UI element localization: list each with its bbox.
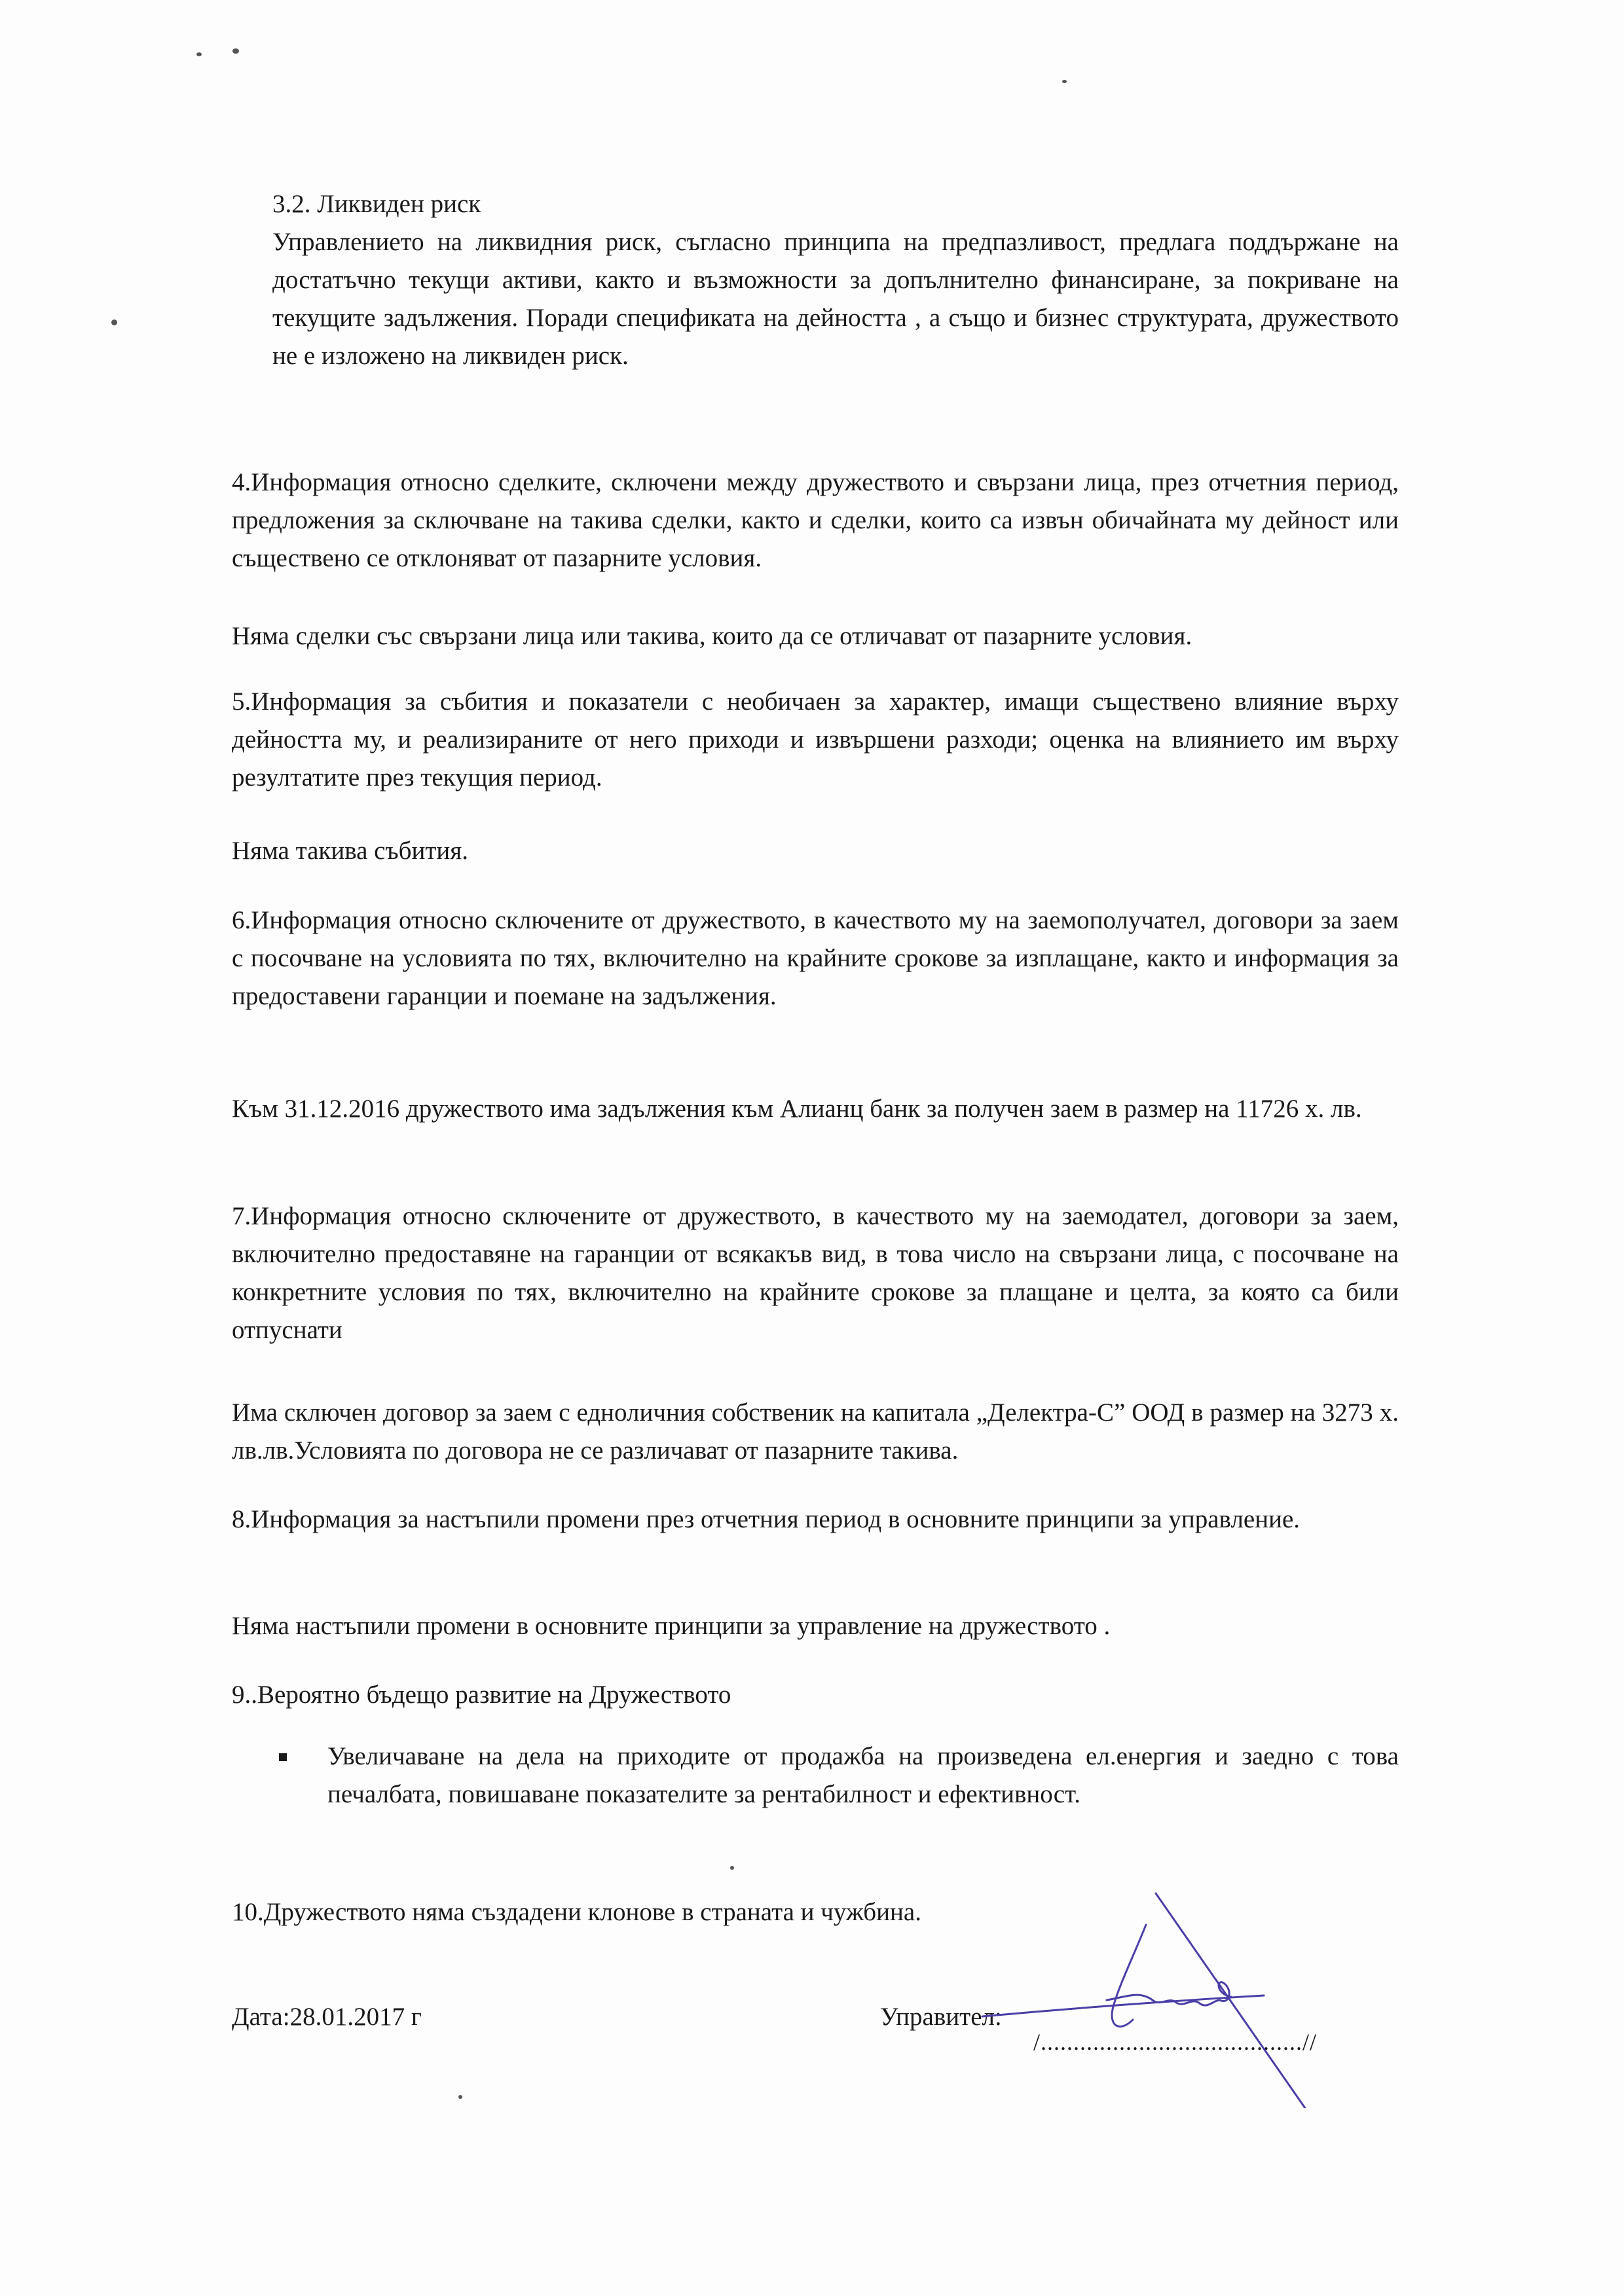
section-3-2-text: Управлението на ликвидния риск, съгласно принципа на предпазливост, предлага поддържане на достатъчно текущи активи, както и възможности за допълнително финансиране, за покриване на текущите задължения. Поради спецификата на дейността , а също и бизнес структурата, дружеството не е изложено на ликвиден риск. xyxy=(272,228,1399,370)
manager-label: Управител: xyxy=(880,2003,1002,2031)
signature-stroke xyxy=(982,1995,1264,2016)
section-5-answer: Няма такива събития. xyxy=(232,837,468,865)
section-8-question: 8.Информация за настъпили промени през отчетния период в основните принципи за управление. xyxy=(232,1505,1301,1533)
section-5-question: 5.Информация за събития и показатели с необичаен за характер, имащи съществено влияние върху дейността му, и реализираните от него приходи и извършени разходи; оценка на влиянието им върху резултатите през текущия период. xyxy=(232,687,1399,792)
section-6-answer: Към 31.12.2016 дружеството има задължения към Алианц банк за получен заем в размер на 11726 х. лв. xyxy=(232,1095,1362,1123)
date-label: Дата:28.01.2017 г xyxy=(232,2003,422,2031)
scan-speck xyxy=(196,52,202,56)
section-7-answer: Има сключен договор за заем с едноличния собственик на капитала „Делектра-С” ООД в размер на 3273 х. лв.лв.Условията по договора не се различават от пазарните такива. xyxy=(232,1398,1399,1465)
signature-stroke xyxy=(1112,1925,1146,2026)
section-10-text: 10.Дружеството няма създадени клонове в страната и чужбина. xyxy=(232,1898,921,1926)
section-9-heading: 9..Вероятно бъдещо развитие на Дружеството xyxy=(232,1681,731,1709)
section-6-question: 6.Информация относно сключените от дружеството, в качеството му на заемополучател, договори за заем с посочване на условията по тях, включително на крайните срокове за изплащане, както и информация за предоставени гаранции и поемане на задължения. xyxy=(232,906,1399,1010)
section-9-bullet xyxy=(272,1738,1399,1813)
section-4-question: 4.Информация относно сделките, сключени между дружеството и свързани лица, през отчетния период, предложения за сключване на такива сделки, както и сделки, които са извън обичайната му дейност или съществено се отклоняват от пазарните условия. xyxy=(232,468,1399,572)
bullet-square-icon xyxy=(279,1753,287,1761)
section-7-question: 7.Информация относно сключените от дружеството, в качеството му на заемодател, договори за заем, включително предоставяне на гаранции от всякакъв вид, в това число на свързани лица, с посочване на конкретните условия по тях, включително на крайните срокове за плащане и целта, за която са били отпуснати xyxy=(232,1202,1399,1344)
section-9-bullet-text: Увеличаване на дела на приходите от продажба на произведена ел.енергия и заедно с това печалбата, повишаване показателите за рентабилност и ефективност. xyxy=(327,1742,1399,1808)
section-4-answer: Няма сделки със свързани лица или такива, които да се отличават от пазарните условия. xyxy=(232,622,1192,650)
handwritten-signature xyxy=(956,1886,1388,2108)
scan-speck xyxy=(730,1866,734,1870)
section-8-answer: Няма настъпили промени в основните принципи за управление на дружеството . xyxy=(232,1612,1111,1640)
scan-speck xyxy=(111,319,117,325)
signature-line: /........................................// xyxy=(1033,2029,1318,2055)
scan-speck xyxy=(458,2095,462,2099)
scan-speck xyxy=(232,48,239,54)
scan-speck xyxy=(1062,80,1067,83)
section-3-2-heading: 3.2. Ликвиден риск xyxy=(272,190,481,218)
